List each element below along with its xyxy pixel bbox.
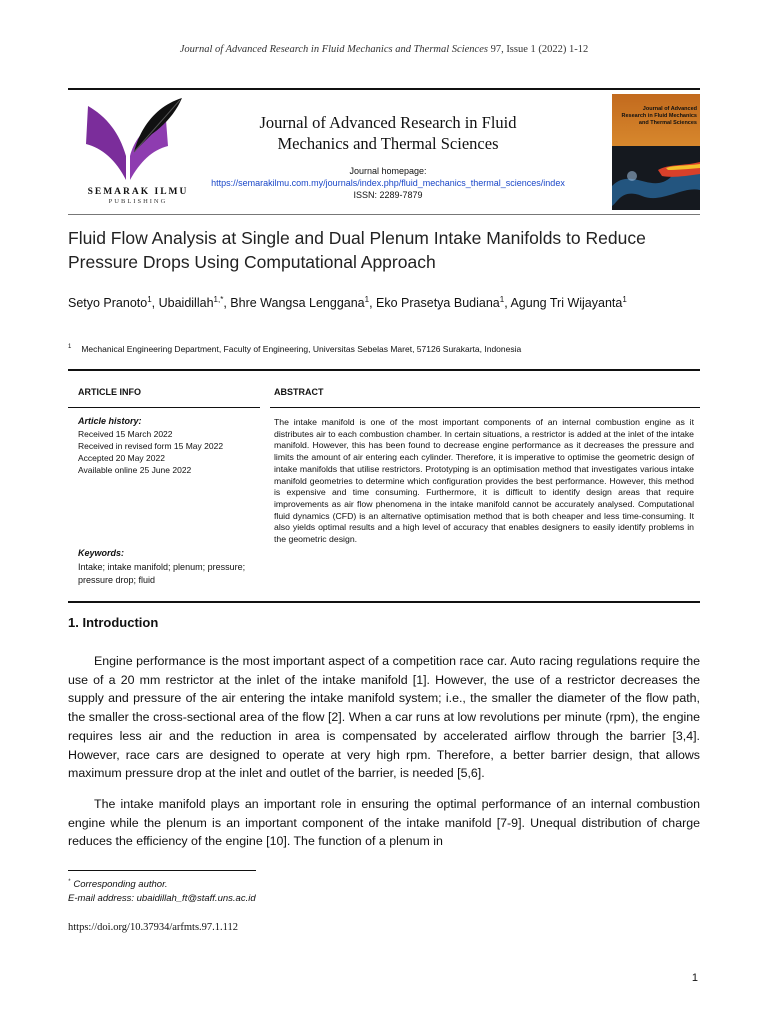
divider	[270, 407, 700, 408]
cover-title: Journal of Advanced Research in Fluid Mechanics and Thermal Sciences	[621, 106, 697, 126]
divider	[68, 407, 260, 408]
running-header-journal: Journal of Advanced Research in Fluid Mechanics and Thermal Sciences	[179, 44, 488, 55]
issn: ISSN: 2289-7879	[353, 190, 423, 200]
publisher-subtitle: PUBLISHING	[108, 198, 168, 205]
journal-title-line2: Mechanics and Thermal Sciences	[277, 134, 499, 153]
article-info-table	[68, 369, 700, 603]
footnote-divider	[68, 870, 256, 871]
keywords: Intake; intake manifold; plenum; pressure; pressure drop; fluid	[78, 562, 246, 585]
page-number: 1	[691, 972, 698, 984]
publisher-logo	[68, 94, 208, 210]
history-online: Available online 25 June 2022	[78, 465, 192, 475]
quill-book-icon	[82, 94, 194, 186]
author-name: Agung Tri Wijayanta	[510, 296, 623, 311]
author-name: Ubaidillah	[158, 296, 214, 311]
homepage-link[interactable]: https://semarakilmu.com.my/journals/index.php/fluid_mechanics_thermal_sciences/index	[211, 178, 565, 188]
history-received: Received 15 March 2022	[78, 429, 173, 439]
body-paragraph: The intake manifold plays an important role in ensuring the optimal performance of an internal combustion engine while the plenum is an important component of the intake manifold [7-9]. Unequal distribution of charge reduces the efficiency of the engine [10]. The function of a plenum in	[68, 797, 700, 849]
journal-title	[223, 112, 553, 154]
cover-flow-image-icon	[612, 146, 700, 210]
history-revised: Received in revised form 15 May 2022	[78, 441, 224, 451]
author-affiliation-mark: 1	[364, 295, 370, 304]
publisher-name: SEMARAK ILMU	[87, 187, 189, 197]
homepage-label: Journal homepage:	[349, 166, 427, 176]
running-header	[0, 44, 768, 55]
affiliation-mark: 1	[68, 344, 72, 351]
article-info-heading: ARTICLE INFO	[78, 387, 141, 397]
author-affiliation-mark: 1	[622, 295, 627, 304]
author-name: Bhre Wangsa Lenggana	[230, 296, 365, 311]
author-affiliation-mark: 1	[499, 295, 505, 304]
section-heading-introduction: 1. Introduction	[68, 615, 159, 630]
author-affiliation-mark: 1,*	[213, 295, 224, 304]
author-name: Eko Prasetya Budiana	[376, 296, 500, 311]
corresponding-author-label: Corresponding author.	[73, 879, 168, 891]
abstract-text: The intake manifold is one of the most important components of an internal combustion engine as it distributes air to each combustion chamber. In certain situations, a restrictor is added at the inlet of the intake manifold. However, this has been found to decrease engine performance as it decreases the pressure and limits the amount of air entering each cylinder. Therefore, it is imperative to optimise the geometric design of intake manifolds that utilise restrictors. Prototyping is an optimisation method that investigates various intake manifold geometries to determine which configuration provides the best performance. However, this method is expensive and time consuming. Furthermore, it is difficult to identify design areas that require improvements as air flow phenomena in the intake manifold cannot be accurately analysed. Computational fluid dynamics (CFD) is an alternative optimisation method that is both cheaper and less time-consuming. It also yields optimal results and a high level of accuracy that enables designers to easily identify problems in the geometric design.	[274, 417, 694, 545]
author-affiliation-mark: 1	[147, 295, 152, 304]
doi-link[interactable]: https://doi.org/10.37934/arfmts.97.1.112	[68, 922, 239, 933]
abstract-heading: ABSTRACT	[274, 387, 324, 397]
history-accepted: Accepted 20 May 2022	[78, 453, 165, 463]
author-list: Setyo Pranoto$^1$, Ubaidillah$^{1,*}$, Bhre Wangsa Lenggana$^1$, Eko Prasetya Budiana$^1$, Agung Tri Wijayanta$^1$	[68, 295, 627, 311]
article-title: Fluid Flow Analysis at Single and Dual Plenum Intake Manifolds to Reduce Pressure Drops Using Computational Approach	[68, 228, 646, 272]
article-history-label: Article history:	[78, 416, 142, 426]
corresponding-email: E-mail address: ubaidillah_ft@staff.uns.ac.id	[68, 893, 256, 904]
affiliation-text: Mechanical Engineering Department, Faculty of Engineering, Universitas Sebelas Maret, 57126 Surakarta, Indonesia	[81, 344, 522, 354]
affiliation	[68, 344, 700, 354]
journal-title-line1: Journal of Advanced Research in Fluid	[259, 113, 517, 132]
keywords-label: Keywords:	[78, 548, 125, 558]
running-header-issue: 97, Issue 1 (2022) 1-12	[487, 44, 589, 55]
body-paragraph: Engine performance is the most important aspect of a competition race car. Auto racing regulations require the use of a 20 mm restrictor at the inlet of the intake manifold [1]. However, the use of a restrictor decreases the supply and pressure of the air entering the intake manifold system; i.e., the smaller the diameter of the flow path, the smaller the cross-sectional area of the flow [2]. When a car runs at low revolutions per minute (rpm), the engine requires less air and the reduction in area is compensated by accelerated airflow through the barrier [3,4]. However, race cars are designed to operate at very high rpm. Therefore, a better barrier design, that allows maximum pressure drop at the inlet and outlet of the barrier, is needed [5,6].	[68, 654, 700, 781]
journal-masthead	[68, 88, 700, 215]
journal-cover-thumbnail	[612, 94, 700, 210]
footnote-mark: *	[68, 879, 71, 885]
corresponding-author-note	[68, 879, 168, 890]
author-name: Setyo Pranoto	[68, 296, 148, 311]
